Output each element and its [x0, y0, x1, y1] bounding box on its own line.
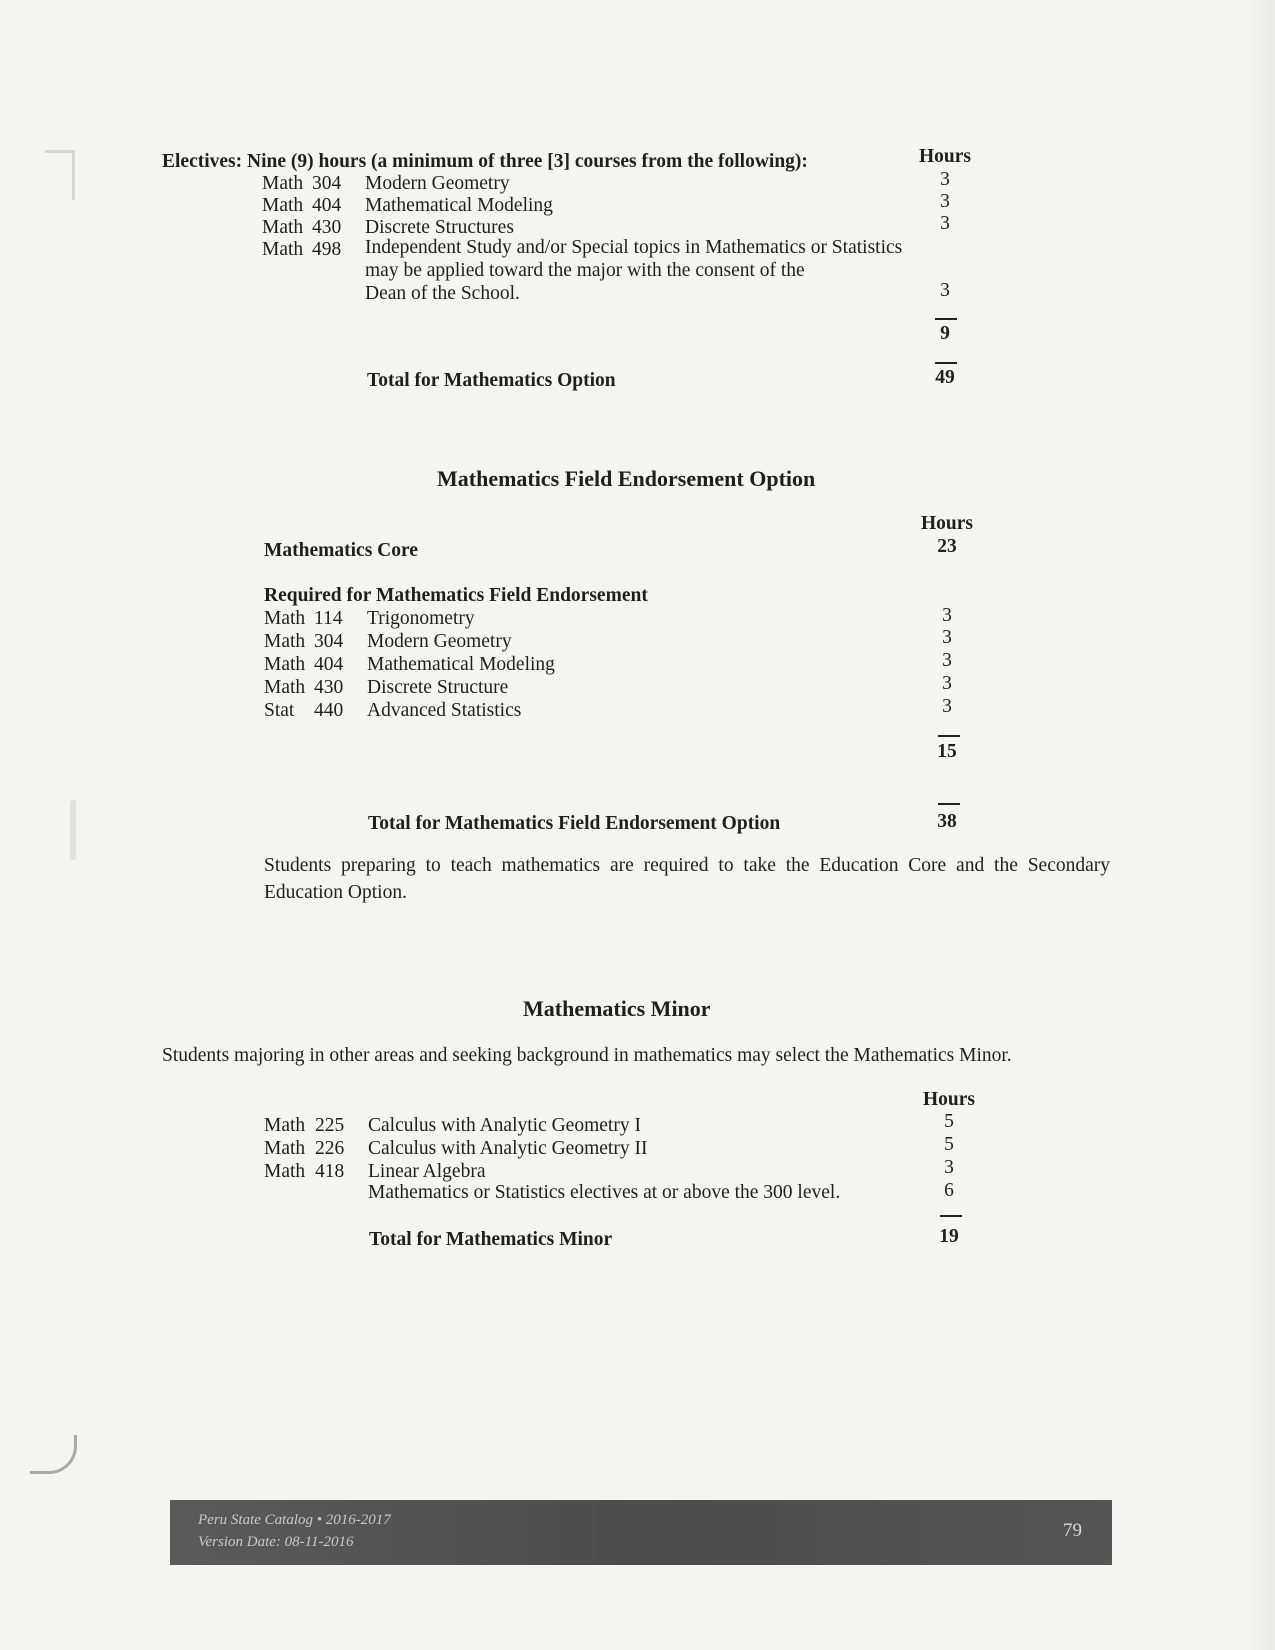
endorsement-note: Students preparing to teach mathematics are required to take the Education Core and the Secondary Education Option. — [264, 855, 1110, 903]
endorsement-subtotal: 15 — [937, 741, 957, 762]
course-dept: Math — [264, 1161, 306, 1182]
course-number: 418 — [315, 1161, 345, 1182]
course-dept: Math — [262, 195, 304, 216]
subtotal-rule — [938, 735, 960, 737]
page-edge-shadow — [1245, 0, 1275, 1650]
course-dept: Math — [262, 217, 304, 238]
course-hours: 3 — [940, 280, 950, 301]
course-dept: Math — [264, 631, 306, 652]
course-hours: 5 — [944, 1111, 954, 1132]
course-dept: Math — [262, 239, 304, 260]
course-number: 304 — [312, 173, 342, 194]
course-title: Trigonometry — [367, 608, 475, 629]
course-hours: 3 — [940, 213, 950, 234]
minor-total-label: Total for Mathematics Minor — [369, 1229, 613, 1250]
required-heading: Required for Mathematics Field Endorsement — [264, 585, 648, 606]
course-dept: Math — [264, 1115, 306, 1136]
course-dept: Math — [262, 173, 304, 194]
scan-mark — [72, 150, 75, 200]
page-number: 79 — [1063, 1520, 1082, 1541]
hours-label: Hours — [920, 513, 973, 534]
electives-total-label: Total for Mathematics Option — [367, 370, 616, 391]
course-number: 114 — [314, 608, 343, 629]
course-dept: Math — [264, 1138, 306, 1159]
core-label: Mathematics Core — [264, 540, 418, 561]
course-hours: 3 — [942, 650, 952, 671]
total-rule — [938, 803, 960, 805]
course-number: 498 — [312, 239, 342, 260]
course-hours: 6 — [944, 1180, 954, 1201]
footer-catalog: Peru State Catalog • 2016-2017 — [198, 1512, 391, 1528]
course-hours: 3 — [942, 673, 952, 694]
course-dept: Math — [264, 654, 306, 675]
course-title-line: may be applied toward the major with the consent of the — [365, 260, 805, 281]
electives-total: 49 — [935, 367, 955, 388]
endorsement-total-label: Total for Mathematics Field Endorsement Option — [368, 813, 781, 834]
course-title: Discrete Structure — [367, 677, 509, 698]
course-title: Modern Geometry — [367, 631, 512, 652]
core-hours: 23 — [937, 536, 957, 557]
course-hours: 3 — [942, 605, 952, 626]
course-dept: Stat — [264, 700, 295, 721]
total-rule — [940, 1215, 962, 1217]
course-title-line: Independent Study and/or Special topics in Mathematics or Statistics — [365, 237, 903, 258]
course-title: Linear Algebra — [368, 1161, 486, 1182]
section-title: Mathematics Minor — [523, 996, 711, 1021]
course-title: Mathematics or Statistics electives at or above the 300 level. — [368, 1182, 841, 1203]
course-hours: 3 — [944, 1157, 954, 1178]
total-rule — [935, 362, 957, 364]
scan-mark — [45, 150, 75, 153]
course-hours: 5 — [944, 1134, 954, 1155]
minor-intro: Students majoring in other areas and seeking background in mathematics may select the Mathematics Minor. — [162, 1045, 1012, 1066]
course-number: 404 — [312, 195, 342, 216]
course-title: Mathematical Modeling — [367, 654, 555, 675]
course-number: 430 — [312, 217, 342, 238]
footer-version: Version Date: 08-11-2016 — [198, 1534, 354, 1550]
course-number: 304 — [314, 631, 344, 652]
scan-mark — [70, 800, 76, 860]
electives-subtotal: 9 — [940, 323, 950, 344]
page-footer — [170, 1500, 1112, 1565]
course-number: 430 — [314, 677, 344, 698]
course-title-line: Dean of the School. — [365, 283, 520, 304]
course-hours: 3 — [942, 627, 952, 648]
electives-heading: Electives: Nine (9) hours (a minimum of three [3] courses from the following): — [162, 151, 808, 172]
course-number: 440 — [314, 700, 344, 721]
course-number: 225 — [315, 1115, 345, 1136]
course-title: Calculus with Analytic Geometry I — [368, 1115, 641, 1136]
course-title: Mathematical Modeling — [365, 195, 553, 216]
course-title: Calculus with Analytic Geometry II — [368, 1138, 648, 1159]
course-title: Advanced Statistics — [367, 700, 522, 721]
scan-curl-mark — [30, 1435, 77, 1474]
section-title: Mathematics Field Endorsement Option — [437, 466, 816, 491]
course-hours: 3 — [940, 191, 950, 212]
course-hours: 3 — [942, 696, 952, 717]
course-dept: Math — [264, 677, 306, 698]
course-number: 404 — [314, 654, 344, 675]
subtotal-rule — [935, 318, 957, 320]
course-number: 226 — [315, 1138, 345, 1159]
course-dept: Math — [264, 608, 306, 629]
electives-hours-label: Hours — [918, 146, 971, 167]
minor-total: 19 — [939, 1226, 959, 1247]
course-hours: 3 — [940, 169, 950, 190]
hours-label: Hours — [922, 1089, 975, 1110]
endorsement-total: 38 — [937, 811, 957, 832]
course-title: Modern Geometry — [365, 173, 510, 194]
course-title: Discrete Structures — [365, 217, 514, 238]
